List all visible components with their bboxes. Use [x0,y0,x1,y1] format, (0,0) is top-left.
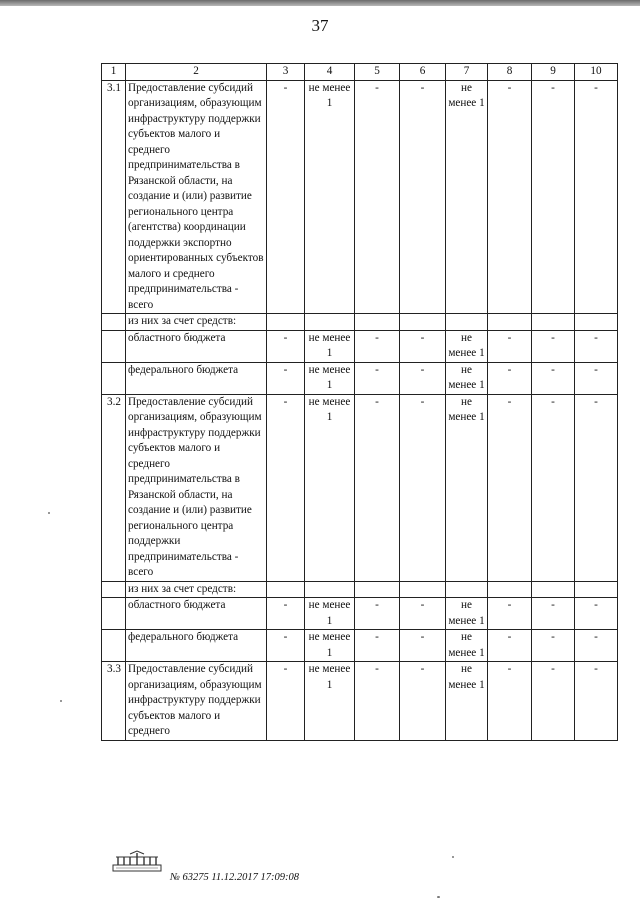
row-description: Предоставление субсидий организациям, образующим инфраструктуру поддержки субъектов малого и среднего [126,662,267,741]
cell-4: не менее 1 [305,394,355,581]
table-row [102,362,618,394]
cell-9: - [532,598,575,630]
cell-9: - [532,80,575,314]
cell-7: не менее 1 [446,598,488,630]
row-number [102,362,126,394]
row-description: из них за счет средств: [126,314,267,331]
cell-10: - [575,630,618,662]
column-header: 8 [488,64,532,81]
cell-6: - [400,80,446,314]
cell-8: - [488,330,532,362]
cell-9: - [532,630,575,662]
scan-speck [437,896,440,898]
cell-10: - [575,598,618,630]
cell-3 [267,581,305,598]
cell-10: - [575,362,618,394]
cell-10: - [575,330,618,362]
header-row [102,64,618,81]
data-table [101,63,618,741]
cell-3 [267,314,305,331]
column-header: 1 [102,64,126,81]
column-header: 3 [267,64,305,81]
column-header: 2 [126,64,267,81]
table-row [102,581,618,598]
cell-4: не менее 1 [305,362,355,394]
cell-5 [355,581,400,598]
cell-8: - [488,662,532,741]
cell-5: - [355,630,400,662]
cell-9: - [532,330,575,362]
cell-7 [446,581,488,598]
column-header: 4 [305,64,355,81]
cell-9 [532,581,575,598]
registry-stamp-icon [112,850,162,872]
column-header: 5 [355,64,400,81]
table-row [102,394,618,581]
cell-10: - [575,394,618,581]
row-description: областного бюджета [126,330,267,362]
cell-4: не менее 1 [305,80,355,314]
cell-10 [575,314,618,331]
cell-7: не менее 1 [446,662,488,741]
cell-7: не менее 1 [446,330,488,362]
page-number: 37 [311,16,329,35]
cell-5: - [355,394,400,581]
cell-7: не менее 1 [446,630,488,662]
cell-4: не менее 1 [305,662,355,741]
scan-speck [452,856,454,858]
cell-8 [488,314,532,331]
table-row [102,598,618,630]
cell-4: не менее 1 [305,598,355,630]
cell-4: не менее 1 [305,630,355,662]
cell-7: не менее 1 [446,362,488,394]
row-number [102,314,126,331]
cell-8: - [488,80,532,314]
column-header: 10 [575,64,618,81]
scan-speck [60,700,62,702]
cell-6: - [400,598,446,630]
cell-7: не менее 1 [446,80,488,314]
table-row [102,630,618,662]
cell-8: - [488,362,532,394]
cell-3: - [267,630,305,662]
row-number: 3.1 [102,80,126,314]
scan-speck [48,512,50,514]
cell-9: - [532,362,575,394]
row-description: из них за счет средств: [126,581,267,598]
cell-7: не менее 1 [446,394,488,581]
table-row [102,80,618,314]
cell-8 [488,581,532,598]
cell-5 [355,314,400,331]
cell-6: - [400,394,446,581]
cell-8: - [488,598,532,630]
table-row [102,330,618,362]
cell-4 [305,314,355,331]
cell-6 [400,314,446,331]
row-number [102,581,126,598]
table-row [102,314,618,331]
row-description: областного бюджета [126,598,267,630]
cell-9: - [532,394,575,581]
cell-3: - [267,330,305,362]
column-header: 9 [532,64,575,81]
cell-10: - [575,662,618,741]
row-description: федерального бюджета [126,630,267,662]
cell-6: - [400,662,446,741]
row-number: 3.2 [102,394,126,581]
table-row [102,662,618,741]
cell-6: - [400,362,446,394]
cell-3: - [267,662,305,741]
cell-8: - [488,394,532,581]
cell-3: - [267,394,305,581]
cell-6: - [400,630,446,662]
column-header: 7 [446,64,488,81]
cell-9: - [532,662,575,741]
cell-5: - [355,80,400,314]
row-number [102,630,126,662]
cell-8: - [488,630,532,662]
row-description: Предоставление субсидий организациям, образующим инфраструктуру поддержки субъектов малого и среднего предпринимательства в Рязанской области, на создание и (или) развитие регионального центра поддержки предпринимательства - всего [126,394,267,581]
cell-5: - [355,330,400,362]
cell-5: - [355,598,400,630]
cell-5: - [355,662,400,741]
cell-10 [575,581,618,598]
cell-3: - [267,362,305,394]
row-description: Предоставление субсидий организациям, образующим инфраструктуру поддержки субъектов малого и среднего предпринимательства в Рязанской области, на создание и (или) развитие регионального центра (агентства) координации поддержки экспортно ориентированных субъектов малого и среднего предпринимательства - всего [126,80,267,314]
cell-4 [305,581,355,598]
cell-4: не менее 1 [305,330,355,362]
cell-3: - [267,80,305,314]
row-description: федерального бюджета [126,362,267,394]
cell-7 [446,314,488,331]
cell-6 [400,581,446,598]
scan-top-edge [0,0,640,6]
cell-10: - [575,80,618,314]
column-header: 6 [400,64,446,81]
row-number [102,598,126,630]
row-number [102,330,126,362]
row-number: 3.3 [102,662,126,741]
cell-3: - [267,598,305,630]
cell-6: - [400,330,446,362]
cell-5: - [355,362,400,394]
cell-9 [532,314,575,331]
document-registration-code: № 63275 11.12.2017 17:09:08 [170,872,299,883]
